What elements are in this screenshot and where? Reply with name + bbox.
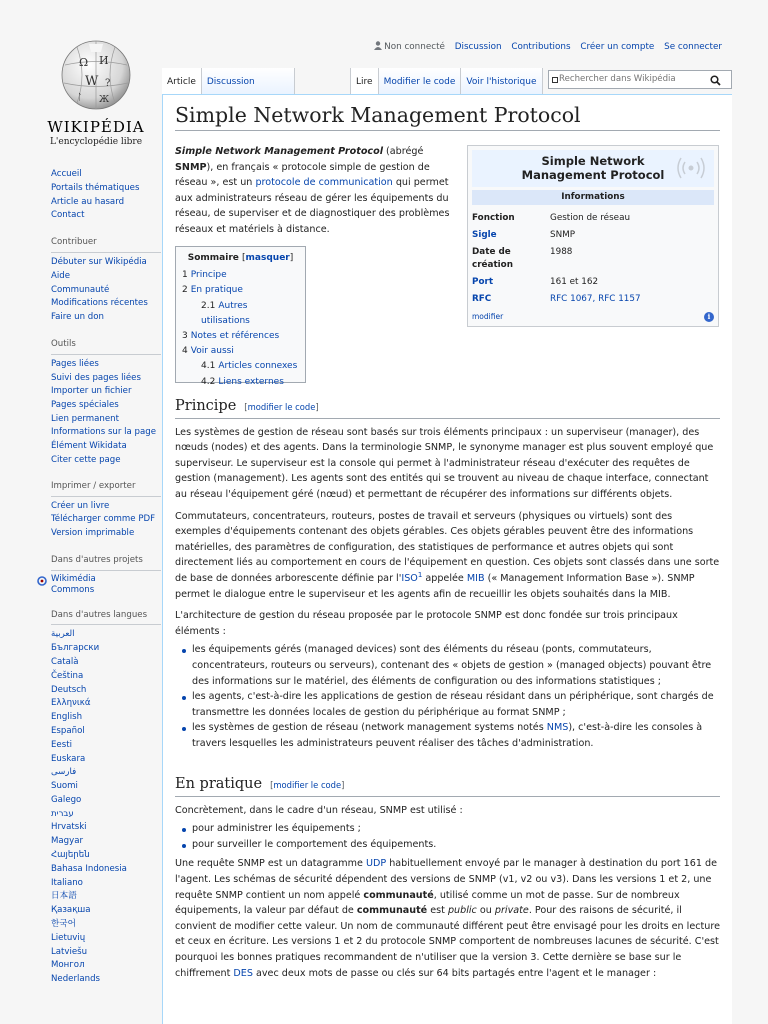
tab-history[interactable]: Voir l'historique bbox=[461, 68, 542, 94]
language-link[interactable]: Қазақша bbox=[51, 905, 91, 916]
svg-text:W: W bbox=[85, 74, 99, 89]
sidebar-item-pages-speciales[interactable]: Pages spéciales bbox=[51, 400, 119, 411]
sidebar-item-random[interactable]: Article au hasard bbox=[51, 196, 125, 207]
sidebar-item-suivi[interactable]: Suivi des pages liées bbox=[51, 372, 141, 383]
namespace-tabs bbox=[162, 68, 295, 94]
paragraph-text: , utilisé comme un mot de passe. Sur de nombreux équipements, la valeur par défaut de bbox=[175, 889, 680, 917]
bullet-list bbox=[175, 821, 720, 852]
sidebar-item-accueil[interactable]: Accueil bbox=[51, 169, 82, 179]
svg-text:Ω: Ω bbox=[79, 56, 89, 69]
sidebar-item-citer[interactable]: Citer cette page bbox=[51, 454, 121, 465]
sidebar-item-commons-label: Wikimédia Commons bbox=[51, 573, 96, 595]
intro-paragraph bbox=[175, 144, 460, 238]
logo-tagline: L'encyclopédie libre bbox=[49, 137, 143, 147]
language-link[interactable]: فارسی bbox=[51, 767, 77, 778]
infobox-key: Date de création bbox=[472, 247, 513, 270]
paragraph-text: (« Management Information Base »). SNMP permet le dialogue entre le superviseur et les agents afin de recueillir les objets souhaités dans la MIB. bbox=[175, 572, 695, 600]
sidebar-contribute bbox=[51, 236, 161, 325]
link-protocole-communication[interactable]: protocole de communication bbox=[255, 177, 393, 189]
create-account-link[interactable]: Créer un compte bbox=[580, 42, 655, 52]
infobox-value-link[interactable]: RFC 1067, RFC 1157 bbox=[550, 294, 641, 304]
paragraph-text: avec deux mots de passe ou clés sur 64 bits partagés entre l'agent et le manager : bbox=[252, 967, 657, 979]
toc-link[interactable]: Articles connexes bbox=[218, 361, 298, 372]
language-link[interactable]: Български bbox=[51, 643, 100, 654]
search-input[interactable] bbox=[559, 71, 707, 87]
toc-title-row: Sommaire [masquer] bbox=[187, 253, 294, 263]
search-checkbox-icon bbox=[552, 77, 558, 83]
language-link[interactable]: Eesti bbox=[51, 739, 72, 750]
term-communaute: communauté bbox=[363, 889, 434, 901]
table-of-contents bbox=[175, 246, 306, 387]
language-link[interactable]: Монгол bbox=[51, 960, 85, 971]
list-item bbox=[192, 720, 720, 751]
content-area bbox=[162, 94, 732, 1024]
edit-section-link[interactable]: modifier le code bbox=[273, 780, 342, 790]
toc-item[interactable] bbox=[182, 283, 299, 298]
wireless-signal-icon bbox=[672, 153, 710, 183]
toc-item[interactable] bbox=[182, 329, 299, 344]
infobox-key-link[interactable]: Sigle bbox=[472, 230, 497, 240]
language-link[interactable]: Deutsch bbox=[51, 684, 87, 695]
sidebar-item-pdf[interactable]: Télécharger comme PDF bbox=[51, 513, 156, 524]
term-public: public bbox=[447, 905, 477, 917]
globe-logo-icon bbox=[59, 38, 133, 112]
infobox-section-header: Informations bbox=[472, 190, 714, 205]
info-icon[interactable]: i bbox=[704, 312, 714, 322]
infobox-value: Gestion de réseau bbox=[550, 213, 631, 223]
sidebar-item-wikidata[interactable]: Élément Wikidata bbox=[51, 440, 127, 451]
sidebar-tools bbox=[51, 338, 161, 467]
svg-text:?: ? bbox=[105, 78, 111, 89]
sidebar-item-informations[interactable]: Informations sur la page bbox=[51, 426, 156, 437]
paragraph-text: . Pour des raisons de sécurité, il convient de modifier cette valeur. Un nom de communauté différent peut être envisagé pour les droits en lecture et ceux en écriture. Les versions 1 et 2 du protocole SNMP comportent de nombreuses lacunes de sécurité. C'est pourquoi les bonnes pratiques recommandent de n'utiliser que la version 3. Cette dernière se base sur le chiffrement bbox=[175, 905, 720, 979]
paragraph-text: est bbox=[427, 905, 448, 917]
language-link[interactable]: Español bbox=[51, 725, 85, 736]
sidebar-item-debuter[interactable]: Débuter sur Wikipédia bbox=[51, 256, 147, 267]
list-item: pour administrer les équipements ; bbox=[192, 821, 720, 837]
paragraph: L'architecture de gestion du réseau proposée par le protocole SNMP est donc fondée sur trois principaux éléments : bbox=[175, 610, 678, 637]
sidebar bbox=[51, 168, 161, 995]
toc-link[interactable]: Principe bbox=[190, 270, 227, 281]
language-link[interactable]: English bbox=[51, 712, 83, 723]
language-link[interactable]: Euskara bbox=[51, 753, 86, 764]
infobox-value: 1988 bbox=[550, 247, 573, 257]
toc-item[interactable] bbox=[182, 299, 299, 329]
language-link[interactable]: Hrvatski bbox=[51, 822, 87, 833]
sidebar-item-creer-livre[interactable]: Créer un livre bbox=[51, 501, 110, 512]
paragraph-text: Commutateurs, concentrateurs, routeurs, postes de travail et serveurs (physiques ou virtuels) sont des exemples d'équipements contenant des objets gérables. Ces objets gérables peuvent être des informations matérielles, des paramètres de configuration, des statistiques de performance et autres objets qui sont directement liés au comportement en cours de l'équipement en question. Ces objets sont classés dans une sorte de base de données arborescente définie par l' bbox=[175, 510, 720, 584]
sidebar-section-title: Dans d'autres projets bbox=[51, 554, 161, 571]
page-title: Simple Network Management Protocol bbox=[175, 103, 720, 131]
section-heading-text: En pratique bbox=[175, 776, 263, 792]
login-link[interactable]: Se connecter bbox=[664, 42, 722, 52]
intro-term: Simple Network Management Protocol bbox=[175, 146, 383, 157]
language-link[interactable]: Latviešu bbox=[51, 946, 88, 957]
infobox-value: 161 et 162 bbox=[550, 277, 599, 287]
toc-item[interactable] bbox=[182, 375, 299, 390]
language-link[interactable]: Nederlands bbox=[51, 974, 101, 985]
toc-title: Sommaire bbox=[187, 253, 239, 263]
infobox-key-link[interactable]: RFC bbox=[472, 294, 492, 304]
toc-link[interactable]: Voir aussi bbox=[190, 346, 234, 357]
section-en-pratique bbox=[175, 777, 720, 981]
toc-list bbox=[182, 268, 299, 390]
toc-number: 4 bbox=[182, 346, 188, 357]
user-icon bbox=[374, 41, 382, 50]
link-udp[interactable]: UDP bbox=[365, 858, 387, 870]
link-iso[interactable]: ISO bbox=[401, 572, 418, 584]
svg-text:ᛚ: ᛚ bbox=[77, 93, 83, 103]
logo-wordmark: WIKIPÉDIA bbox=[47, 118, 145, 136]
tab-read[interactable]: Lire bbox=[350, 68, 379, 94]
toc-toggle-link[interactable]: masquer bbox=[245, 253, 290, 263]
language-link[interactable]: Italiano bbox=[51, 877, 83, 888]
search-box bbox=[548, 70, 732, 89]
tab-edit-source[interactable]: Modifier le code bbox=[379, 68, 462, 94]
link-nms[interactable]: NMS bbox=[546, 722, 569, 734]
toc-number: 3 bbox=[182, 331, 188, 342]
list-item: les agents, c'est-à-dire les applications de gestion de réseau résidant dans un périphérique, sont chargés de transmettre les données locales de gestion du périphérique au format SNMP ; bbox=[192, 689, 720, 720]
bullet-list bbox=[175, 642, 720, 751]
intro-abbr: SNMP bbox=[175, 161, 207, 173]
reference-link[interactable]: 1 bbox=[417, 570, 423, 579]
sidebar-item-modifications[interactable]: Modifications récentes bbox=[51, 298, 148, 309]
sidebar-item-portails[interactable]: Portails thématiques bbox=[51, 182, 140, 193]
paragraph bbox=[175, 856, 720, 981]
infobox bbox=[467, 145, 719, 327]
language-link[interactable]: Lietuvių bbox=[51, 932, 86, 943]
link-mib[interactable]: MIB bbox=[466, 572, 485, 584]
tab-discussion[interactable]: Discussion bbox=[202, 68, 295, 94]
language-link[interactable]: Galego bbox=[51, 794, 82, 805]
toc-number: 2.1 bbox=[201, 300, 216, 311]
svg-text:И: И bbox=[99, 54, 109, 67]
infobox-key: Fonction bbox=[472, 213, 515, 223]
toc-link[interactable]: Liens externes bbox=[218, 376, 284, 387]
sidebar-section-title: Contribuer bbox=[51, 236, 161, 253]
list-item: les équipements gérés (managed devices) sont des éléments du réseau (ponts, commutateurs, concentrateurs, routeurs ou serveurs), contenant des « objets de gestion » (managed objects) pouvant être des informations sur le matériel, des éléments de configuration ou des informations statistiques ; bbox=[192, 642, 720, 689]
list-item-text: les systèmes de gestion de réseau (network management systems notés bbox=[192, 722, 547, 734]
list-item: pour surveiller le comportement des équipements. bbox=[192, 837, 720, 853]
sidebar-item-pages-liees[interactable]: Pages liées bbox=[51, 358, 99, 369]
language-link[interactable]: 日本語 bbox=[51, 891, 77, 902]
section-heading-text: Principe bbox=[175, 398, 237, 414]
sidebar-print bbox=[51, 480, 161, 540]
term-communaute: communauté bbox=[356, 905, 428, 917]
language-link[interactable]: Magyar bbox=[51, 836, 84, 847]
sidebar-item-lien-permanent[interactable]: Lien permanent bbox=[51, 413, 119, 424]
edit-section-link[interactable]: modifier le code bbox=[247, 402, 316, 412]
sidebar-navigation bbox=[51, 168, 161, 223]
paragraph bbox=[175, 509, 720, 603]
paragraph-text: habituellement envoyé par le manager à destination du port 161 de l'agent. Les schémas de sécurité dépendent des versions de SNMP (v1, v2 ou v3). Dans les versions 1 et 2, une requête SNMP contient un nom appelé bbox=[175, 858, 717, 901]
sidebar-item-contact[interactable]: Contact bbox=[51, 210, 85, 221]
sidebar-languages bbox=[51, 609, 161, 988]
language-link[interactable]: עברית bbox=[51, 808, 74, 819]
language-link[interactable]: Հայերեն bbox=[51, 850, 90, 861]
intro-text: (abrégé bbox=[383, 146, 424, 157]
toc-link[interactable]: Notes et références bbox=[190, 331, 280, 342]
language-link[interactable]: العربية bbox=[51, 629, 75, 640]
personal-contributions-link[interactable]: Contributions bbox=[511, 42, 571, 52]
paragraph-text: Une requête SNMP est un datagramme bbox=[175, 858, 366, 870]
sidebar-item-commons[interactable] bbox=[51, 574, 161, 596]
tab-article[interactable]: Article bbox=[162, 68, 202, 94]
wikipedia-logo[interactable] bbox=[36, 38, 156, 156]
toc-number: 1 bbox=[182, 270, 188, 281]
svg-text:Ж: Ж bbox=[99, 95, 110, 105]
language-link[interactable]: Suomi bbox=[51, 781, 78, 792]
paragraph: Concrètement, dans le cadre d'un réseau, SNMP est utilisé : bbox=[175, 804, 463, 816]
personal-tools bbox=[367, 41, 722, 52]
user-status: Non connecté bbox=[374, 42, 445, 52]
sidebar-projects bbox=[51, 554, 161, 596]
commons-icon bbox=[37, 576, 47, 586]
sidebar-section-title: Outils bbox=[51, 338, 161, 355]
infobox-value: SNMP bbox=[550, 230, 576, 240]
paragraph: Les systèmes de gestion de réseau sont basés sur trois éléments principaux : un superviseur (manager), des nœuds (nodes) et des agents. Dans la terminologie SNMP, le synonyme manager est plus souvent employé que superviseur. Le superviseur est la console qui permet à l'administrateur réseau d'exécuter des requêtes de gestion (management). Les agents sont des entités qui se trouvent au niveau de chaque interface, connectant au réseau l'équipement géré (nœud) et permettant de récupérer des informations sur différents objets. bbox=[175, 426, 714, 500]
toc-number: 2 bbox=[182, 285, 188, 296]
sidebar-section-title: Imprimer / exporter bbox=[51, 480, 161, 497]
toc-item[interactable] bbox=[182, 268, 299, 283]
toc-number: 4.1 bbox=[201, 361, 216, 372]
sidebar-item-imprimable[interactable]: Version imprimable bbox=[51, 527, 135, 538]
toc-link[interactable]: Autres utilisations bbox=[201, 300, 250, 326]
infobox-title bbox=[472, 150, 714, 187]
list-item-text: ), c'est-à-dire les consoles à travers lesquelles les administrateurs peuvent réaliser des tâches d'administration. bbox=[192, 722, 703, 749]
paragraph-text: ou bbox=[476, 905, 495, 917]
language-link[interactable]: 한국어 bbox=[51, 919, 76, 930]
toc-number: 4.2 bbox=[201, 376, 216, 387]
sidebar-item-don[interactable]: Faire un don bbox=[51, 312, 104, 323]
view-tabs bbox=[350, 68, 543, 94]
toc-item[interactable] bbox=[182, 359, 299, 374]
sidebar-item-communaute[interactable]: Communauté bbox=[51, 284, 110, 295]
search-icon[interactable] bbox=[710, 75, 721, 86]
intro-text: ), en français « protocole simple de gestion de réseau », est un bbox=[175, 161, 430, 189]
language-link[interactable]: Čeština bbox=[51, 670, 84, 681]
infobox-modify-link[interactable]: modifier bbox=[472, 312, 504, 321]
sidebar-section-title: Dans d'autres langues bbox=[51, 609, 161, 626]
infobox-title-text: Simple Network Management Protocol bbox=[521, 154, 665, 182]
sidebar-item-importer[interactable]: Importer un fichier bbox=[51, 386, 132, 397]
sidebar-item-aide[interactable]: Aide bbox=[51, 270, 71, 281]
language-link[interactable]: Català bbox=[51, 656, 79, 667]
language-list bbox=[51, 628, 161, 987]
language-link[interactable]: Ελληνικά bbox=[51, 698, 91, 709]
section-heading: Principe [modifier le code] bbox=[175, 399, 720, 419]
personal-discussion-link[interactable]: Discussion bbox=[454, 42, 502, 52]
paragraph-text: appelée bbox=[422, 572, 467, 584]
link-des[interactable]: DES bbox=[233, 967, 253, 979]
section-principe bbox=[175, 399, 720, 751]
toc-item[interactable] bbox=[182, 344, 299, 359]
section-heading: En pratique [modifier le code] bbox=[175, 777, 720, 797]
toc-link[interactable]: En pratique bbox=[190, 285, 243, 296]
infobox-key-link[interactable]: Port bbox=[472, 277, 494, 287]
language-link[interactable]: Bahasa Indonesia bbox=[51, 863, 127, 874]
term-private: private bbox=[494, 905, 529, 917]
intro-text: qui permet aux administrateurs réseau de gérer les équipements du réseau, de superviser et de diagnostiquer des problèmes réseaux et matériels à distance. bbox=[175, 177, 450, 235]
